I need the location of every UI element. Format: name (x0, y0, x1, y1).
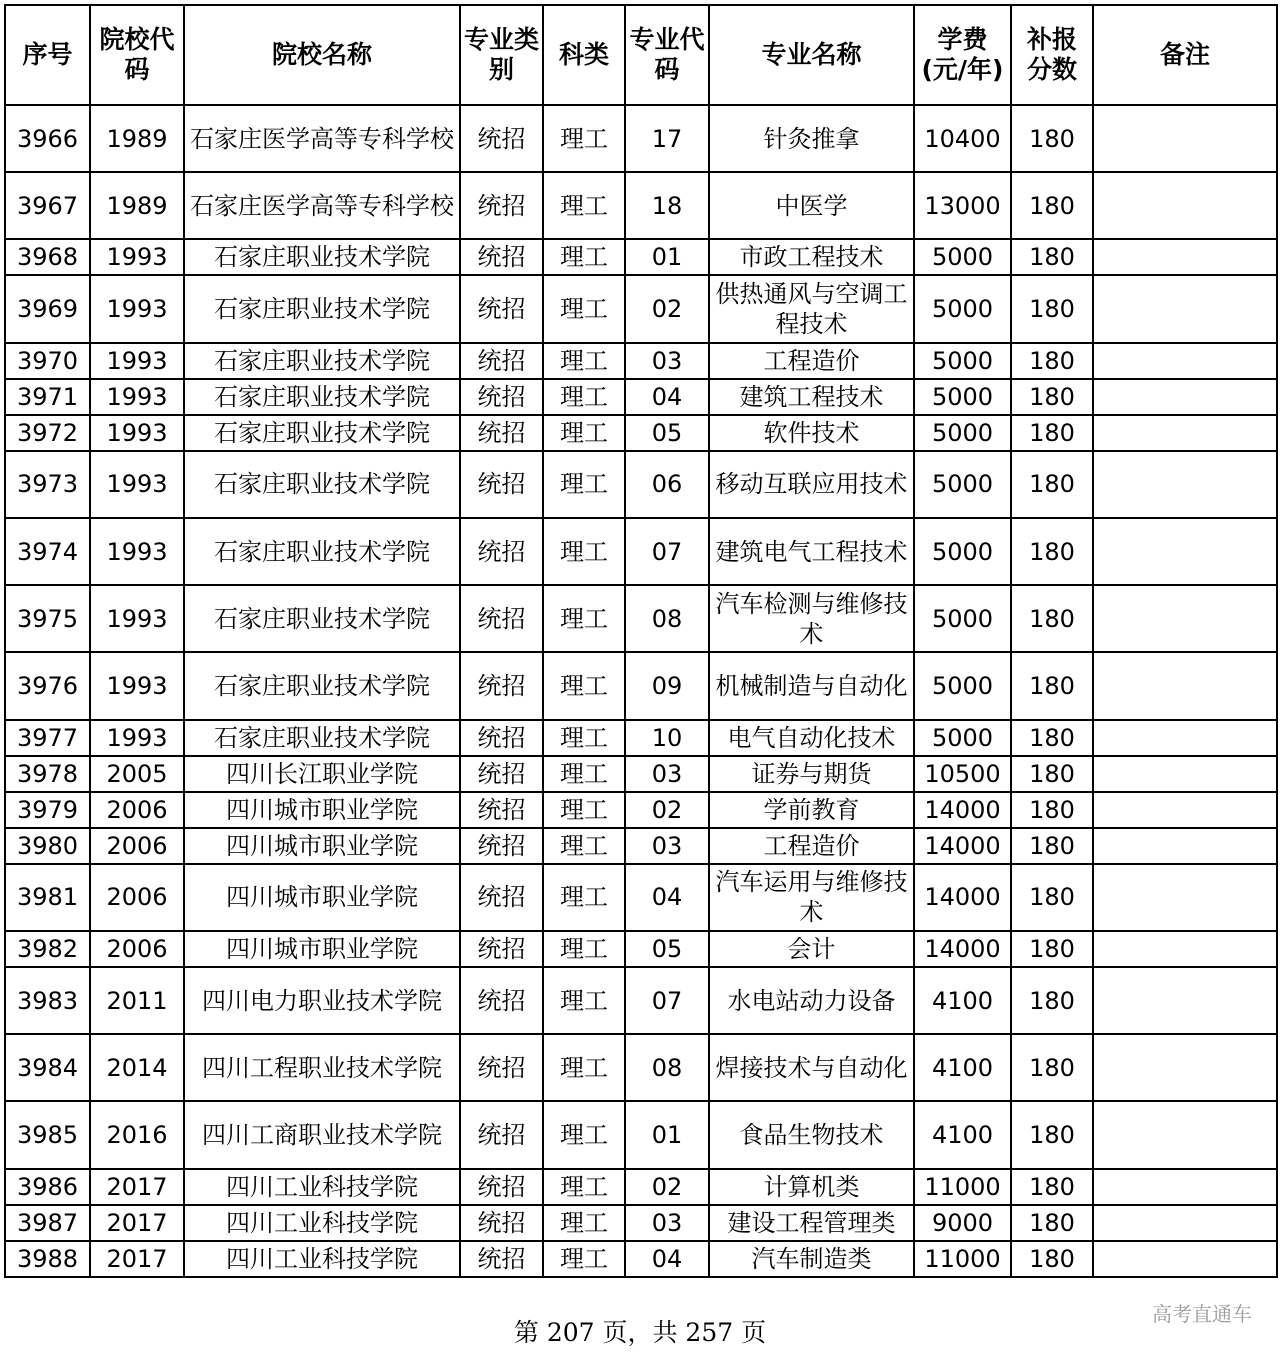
school-name-cell: 四川城市职业学院 (184, 828, 460, 864)
major-name-cell: 食品生物技术 (709, 1101, 914, 1168)
category-cell: 统招 (460, 792, 543, 828)
seq-cell: 3968 (5, 239, 90, 275)
seq-cell: 3966 (5, 105, 90, 172)
admission-table (4, 4, 1278, 1278)
school-name-cell: 四川工业科技学院 (184, 1241, 460, 1277)
note-cell (1093, 239, 1277, 275)
seq-cell: 3973 (5, 451, 90, 518)
note-cell (1093, 275, 1277, 342)
seq-cell: 3980 (5, 828, 90, 864)
major-name-cell: 市政工程技术 (709, 239, 914, 275)
note-cell (1093, 864, 1277, 931)
school-code-cell: 1993 (90, 652, 184, 719)
note-cell (1093, 931, 1277, 967)
major-code-cell: 03 (625, 828, 709, 864)
score-cell: 180 (1011, 585, 1093, 652)
major-code-cell: 04 (625, 1241, 709, 1277)
table-row (5, 275, 1277, 342)
school-code-cell: 1993 (90, 720, 184, 756)
header-category: 专业类别 (460, 5, 543, 105)
major-name-cell: 软件技术 (709, 415, 914, 451)
subject-cell: 理工 (543, 105, 625, 172)
school-name-cell: 石家庄职业技术学院 (184, 720, 460, 756)
major-name-cell: 工程造价 (709, 343, 914, 379)
subject-cell: 理工 (543, 1205, 625, 1241)
score-cell: 180 (1011, 792, 1093, 828)
major-code-cell: 04 (625, 379, 709, 415)
school-code-cell: 1993 (90, 585, 184, 652)
score-cell: 180 (1011, 652, 1093, 719)
major-name-cell: 机械制造与自动化 (709, 652, 914, 719)
school-name-cell: 石家庄医学高等专科学校 (184, 105, 460, 172)
table-row (5, 343, 1277, 379)
subject-cell: 理工 (543, 585, 625, 652)
school-code-cell: 1993 (90, 239, 184, 275)
major-name-cell: 汽车检测与维修技术 (709, 585, 914, 652)
major-code-cell: 09 (625, 652, 709, 719)
category-cell: 统招 (460, 1241, 543, 1277)
category-cell: 统招 (460, 828, 543, 864)
school-code-cell: 2006 (90, 828, 184, 864)
school-name-cell: 四川城市职业学院 (184, 931, 460, 967)
table-row (5, 105, 1277, 172)
score-cell: 180 (1011, 343, 1093, 379)
school-code-cell: 1989 (90, 105, 184, 172)
subject-cell: 理工 (543, 931, 625, 967)
category-cell: 统招 (460, 1205, 543, 1241)
subject-cell: 理工 (543, 967, 625, 1034)
table-row (5, 1169, 1277, 1205)
school-name-cell: 石家庄职业技术学院 (184, 415, 460, 451)
subject-cell: 理工 (543, 792, 625, 828)
category-cell: 统招 (460, 415, 543, 451)
major-name-cell: 建筑电气工程技术 (709, 518, 914, 585)
major-code-cell: 05 (625, 415, 709, 451)
tuition-cell: 14000 (914, 931, 1011, 967)
school-name-cell: 石家庄职业技术学院 (184, 379, 460, 415)
tuition-cell: 11000 (914, 1241, 1011, 1277)
major-name-cell: 供热通风与空调工程技术 (709, 275, 914, 342)
seq-cell: 3975 (5, 585, 90, 652)
table-row (5, 379, 1277, 415)
major-name-cell: 电气自动化技术 (709, 720, 914, 756)
subject-cell: 理工 (543, 652, 625, 719)
category-cell: 统招 (460, 379, 543, 415)
header-row (5, 5, 1277, 105)
seq-cell: 3983 (5, 967, 90, 1034)
category-cell: 统招 (460, 931, 543, 967)
major-code-cell: 01 (625, 239, 709, 275)
major-code-cell: 02 (625, 275, 709, 342)
tuition-cell: 5000 (914, 239, 1011, 275)
seq-cell: 3988 (5, 1241, 90, 1277)
note-cell (1093, 105, 1277, 172)
subject-cell: 理工 (543, 1034, 625, 1101)
major-code-cell: 18 (625, 172, 709, 239)
header-tuition: 学费(元/年) (914, 5, 1011, 105)
table-row (5, 652, 1277, 719)
seq-cell: 3987 (5, 1205, 90, 1241)
major-name-cell: 移动互联应用技术 (709, 451, 914, 518)
school-name-cell: 四川电力职业技术学院 (184, 967, 460, 1034)
tuition-cell: 5000 (914, 379, 1011, 415)
major-code-cell: 02 (625, 1169, 709, 1205)
score-cell: 180 (1011, 518, 1093, 585)
school-name-cell: 石家庄职业技术学院 (184, 451, 460, 518)
major-code-cell: 07 (625, 967, 709, 1034)
major-name-cell: 中医学 (709, 172, 914, 239)
school-name-cell: 四川城市职业学院 (184, 864, 460, 931)
score-cell: 180 (1011, 756, 1093, 792)
major-name-cell: 针灸推拿 (709, 105, 914, 172)
subject-cell: 理工 (543, 756, 625, 792)
tuition-cell: 5000 (914, 275, 1011, 342)
school-name-cell: 四川工业科技学院 (184, 1205, 460, 1241)
major-name-cell: 计算机类 (709, 1169, 914, 1205)
score-cell: 180 (1011, 864, 1093, 931)
score-cell: 180 (1011, 275, 1093, 342)
note-cell (1093, 1205, 1277, 1241)
school-name-cell: 四川工业科技学院 (184, 1169, 460, 1205)
category-cell: 统招 (460, 275, 543, 342)
major-code-cell: 08 (625, 1034, 709, 1101)
category-cell: 统招 (460, 756, 543, 792)
seq-cell: 3976 (5, 652, 90, 719)
school-code-cell: 2017 (90, 1241, 184, 1277)
school-name-cell: 四川工程职业技术学院 (184, 1034, 460, 1101)
table-row (5, 1241, 1277, 1277)
category-cell: 统招 (460, 1034, 543, 1101)
subject-cell: 理工 (543, 1241, 625, 1277)
seq-cell: 3979 (5, 792, 90, 828)
school-name-cell: 四川长江职业学院 (184, 756, 460, 792)
major-name-cell: 会计 (709, 931, 914, 967)
major-name-cell: 学前教育 (709, 792, 914, 828)
tuition-cell: 5000 (914, 652, 1011, 719)
school-code-cell: 2014 (90, 1034, 184, 1101)
subject-cell: 理工 (543, 1169, 625, 1205)
school-code-cell: 1993 (90, 518, 184, 585)
table-row (5, 239, 1277, 275)
tuition-cell: 10500 (914, 756, 1011, 792)
subject-cell: 理工 (543, 379, 625, 415)
header-major-code: 专业代码 (625, 5, 709, 105)
note-cell (1093, 585, 1277, 652)
header-seq: 序号 (5, 5, 90, 105)
school-name-cell: 石家庄职业技术学院 (184, 275, 460, 342)
subject-cell: 理工 (543, 864, 625, 931)
seq-cell: 3972 (5, 415, 90, 451)
school-code-cell: 2006 (90, 864, 184, 931)
seq-cell: 3977 (5, 720, 90, 756)
major-code-cell: 17 (625, 105, 709, 172)
category-cell: 统招 (460, 518, 543, 585)
table-row (5, 1034, 1277, 1101)
header-major-name: 专业名称 (709, 5, 914, 105)
tuition-cell: 5000 (914, 343, 1011, 379)
table-row (5, 792, 1277, 828)
tuition-cell: 10400 (914, 105, 1011, 172)
school-code-cell: 2006 (90, 931, 184, 967)
note-cell (1093, 720, 1277, 756)
category-cell: 统招 (460, 720, 543, 756)
seq-cell: 3986 (5, 1169, 90, 1205)
note-cell (1093, 379, 1277, 415)
major-code-cell: 03 (625, 343, 709, 379)
seq-cell: 3981 (5, 864, 90, 931)
major-code-cell: 03 (625, 756, 709, 792)
score-cell: 180 (1011, 1169, 1093, 1205)
note-cell (1093, 652, 1277, 719)
table-body (5, 105, 1277, 1277)
score-cell: 180 (1011, 828, 1093, 864)
score-cell: 180 (1011, 379, 1093, 415)
seq-cell: 3971 (5, 379, 90, 415)
major-code-cell: 06 (625, 451, 709, 518)
table-row (5, 756, 1277, 792)
school-name-cell: 石家庄职业技术学院 (184, 518, 460, 585)
score-cell: 180 (1011, 239, 1093, 275)
header-score: 补报分数 (1011, 5, 1093, 105)
header-note: 备注 (1093, 5, 1277, 105)
category-cell: 统招 (460, 864, 543, 931)
subject-cell: 理工 (543, 172, 625, 239)
major-name-cell: 汽车制造类 (709, 1241, 914, 1277)
tuition-cell: 11000 (914, 1169, 1011, 1205)
subject-cell: 理工 (543, 828, 625, 864)
school-code-cell: 1993 (90, 275, 184, 342)
major-name-cell: 水电站动力设备 (709, 967, 914, 1034)
category-cell: 统招 (460, 1101, 543, 1168)
note-cell (1093, 1169, 1277, 1205)
subject-cell: 理工 (543, 415, 625, 451)
seq-cell: 3969 (5, 275, 90, 342)
tuition-cell: 5000 (914, 451, 1011, 518)
table-row (5, 415, 1277, 451)
table-row (5, 967, 1277, 1034)
tuition-cell: 5000 (914, 585, 1011, 652)
tuition-cell: 5000 (914, 720, 1011, 756)
subject-cell: 理工 (543, 451, 625, 518)
seq-cell: 3974 (5, 518, 90, 585)
note-cell (1093, 1241, 1277, 1277)
tuition-cell: 4100 (914, 967, 1011, 1034)
school-name-cell: 石家庄职业技术学院 (184, 343, 460, 379)
score-cell: 180 (1011, 720, 1093, 756)
school-code-cell: 2017 (90, 1205, 184, 1241)
note-cell (1093, 967, 1277, 1034)
category-cell: 统招 (460, 1169, 543, 1205)
note-cell (1093, 343, 1277, 379)
school-code-cell: 2006 (90, 792, 184, 828)
seq-cell: 3984 (5, 1034, 90, 1101)
subject-cell: 理工 (543, 239, 625, 275)
category-cell: 统招 (460, 172, 543, 239)
score-cell: 180 (1011, 105, 1093, 172)
header-subject: 科类 (543, 5, 625, 105)
score-cell: 180 (1011, 415, 1093, 451)
major-code-cell: 01 (625, 1101, 709, 1168)
school-name-cell: 石家庄医学高等专科学校 (184, 172, 460, 239)
tuition-cell: 4100 (914, 1101, 1011, 1168)
score-cell: 180 (1011, 1101, 1093, 1168)
table-row (5, 720, 1277, 756)
tuition-cell: 14000 (914, 864, 1011, 931)
major-code-cell: 04 (625, 864, 709, 931)
tuition-cell: 9000 (914, 1205, 1011, 1241)
school-name-cell: 石家庄职业技术学院 (184, 585, 460, 652)
note-cell (1093, 1034, 1277, 1101)
tuition-cell: 4100 (914, 1034, 1011, 1101)
page-footer: 第 207 页，共 257 页 (513, 1318, 767, 1347)
major-code-cell: 02 (625, 792, 709, 828)
school-code-cell: 1993 (90, 415, 184, 451)
note-cell (1093, 451, 1277, 518)
table-row (5, 451, 1277, 518)
subject-cell: 理工 (543, 720, 625, 756)
subject-cell: 理工 (543, 1101, 625, 1168)
seq-cell: 3978 (5, 756, 90, 792)
note-cell (1093, 415, 1277, 451)
major-code-cell: 05 (625, 931, 709, 967)
table-row (5, 518, 1277, 585)
category-cell: 统招 (460, 652, 543, 719)
table-row (5, 828, 1277, 864)
school-code-cell: 2011 (90, 967, 184, 1034)
school-name-cell: 石家庄职业技术学院 (184, 652, 460, 719)
seq-cell: 3967 (5, 172, 90, 239)
school-code-cell: 2017 (90, 1169, 184, 1205)
score-cell: 180 (1011, 1205, 1093, 1241)
score-cell: 180 (1011, 967, 1093, 1034)
school-code-cell: 2005 (90, 756, 184, 792)
school-code-cell: 1993 (90, 451, 184, 518)
major-code-cell: 03 (625, 1205, 709, 1241)
subject-cell: 理工 (543, 343, 625, 379)
table-row (5, 864, 1277, 931)
major-name-cell: 汽车运用与维修技术 (709, 864, 914, 931)
school-name-cell: 四川工商职业技术学院 (184, 1101, 460, 1168)
major-name-cell: 证券与期货 (709, 756, 914, 792)
note-cell (1093, 172, 1277, 239)
major-name-cell: 建设工程管理类 (709, 1205, 914, 1241)
school-code-cell: 1989 (90, 172, 184, 239)
tuition-cell: 14000 (914, 792, 1011, 828)
major-name-cell: 工程造价 (709, 828, 914, 864)
watermark: 高考直通车 (1152, 1302, 1252, 1326)
subject-cell: 理工 (543, 275, 625, 342)
major-code-cell: 08 (625, 585, 709, 652)
school-code-cell: 1993 (90, 343, 184, 379)
note-cell (1093, 1101, 1277, 1168)
header-school-name: 院校名称 (184, 5, 460, 105)
seq-cell: 3982 (5, 931, 90, 967)
tuition-cell: 5000 (914, 518, 1011, 585)
tuition-cell: 13000 (914, 172, 1011, 239)
category-cell: 统招 (460, 967, 543, 1034)
seq-cell: 3970 (5, 343, 90, 379)
table-row (5, 1205, 1277, 1241)
major-name-cell: 焊接技术与自动化 (709, 1034, 914, 1101)
score-cell: 180 (1011, 1241, 1093, 1277)
score-cell: 180 (1011, 1034, 1093, 1101)
school-code-cell: 2016 (90, 1101, 184, 1168)
score-cell: 180 (1011, 172, 1093, 239)
school-code-cell: 1993 (90, 379, 184, 415)
major-code-cell: 10 (625, 720, 709, 756)
table-row (5, 585, 1277, 652)
tuition-cell: 14000 (914, 828, 1011, 864)
tuition-cell: 5000 (914, 415, 1011, 451)
score-cell: 180 (1011, 931, 1093, 967)
category-cell: 统招 (460, 239, 543, 275)
table-row (5, 931, 1277, 967)
subject-cell: 理工 (543, 518, 625, 585)
school-name-cell: 四川城市职业学院 (184, 792, 460, 828)
major-code-cell: 07 (625, 518, 709, 585)
category-cell: 统招 (460, 585, 543, 652)
table-row (5, 1101, 1277, 1168)
header-school-code: 院校代码 (90, 5, 184, 105)
note-cell (1093, 756, 1277, 792)
note-cell (1093, 828, 1277, 864)
seq-cell: 3985 (5, 1101, 90, 1168)
category-cell: 统招 (460, 451, 543, 518)
note-cell (1093, 792, 1277, 828)
major-name-cell: 建筑工程技术 (709, 379, 914, 415)
category-cell: 统招 (460, 343, 543, 379)
category-cell: 统招 (460, 105, 543, 172)
note-cell (1093, 518, 1277, 585)
score-cell: 180 (1011, 451, 1093, 518)
table-row (5, 172, 1277, 239)
school-name-cell: 石家庄职业技术学院 (184, 239, 460, 275)
